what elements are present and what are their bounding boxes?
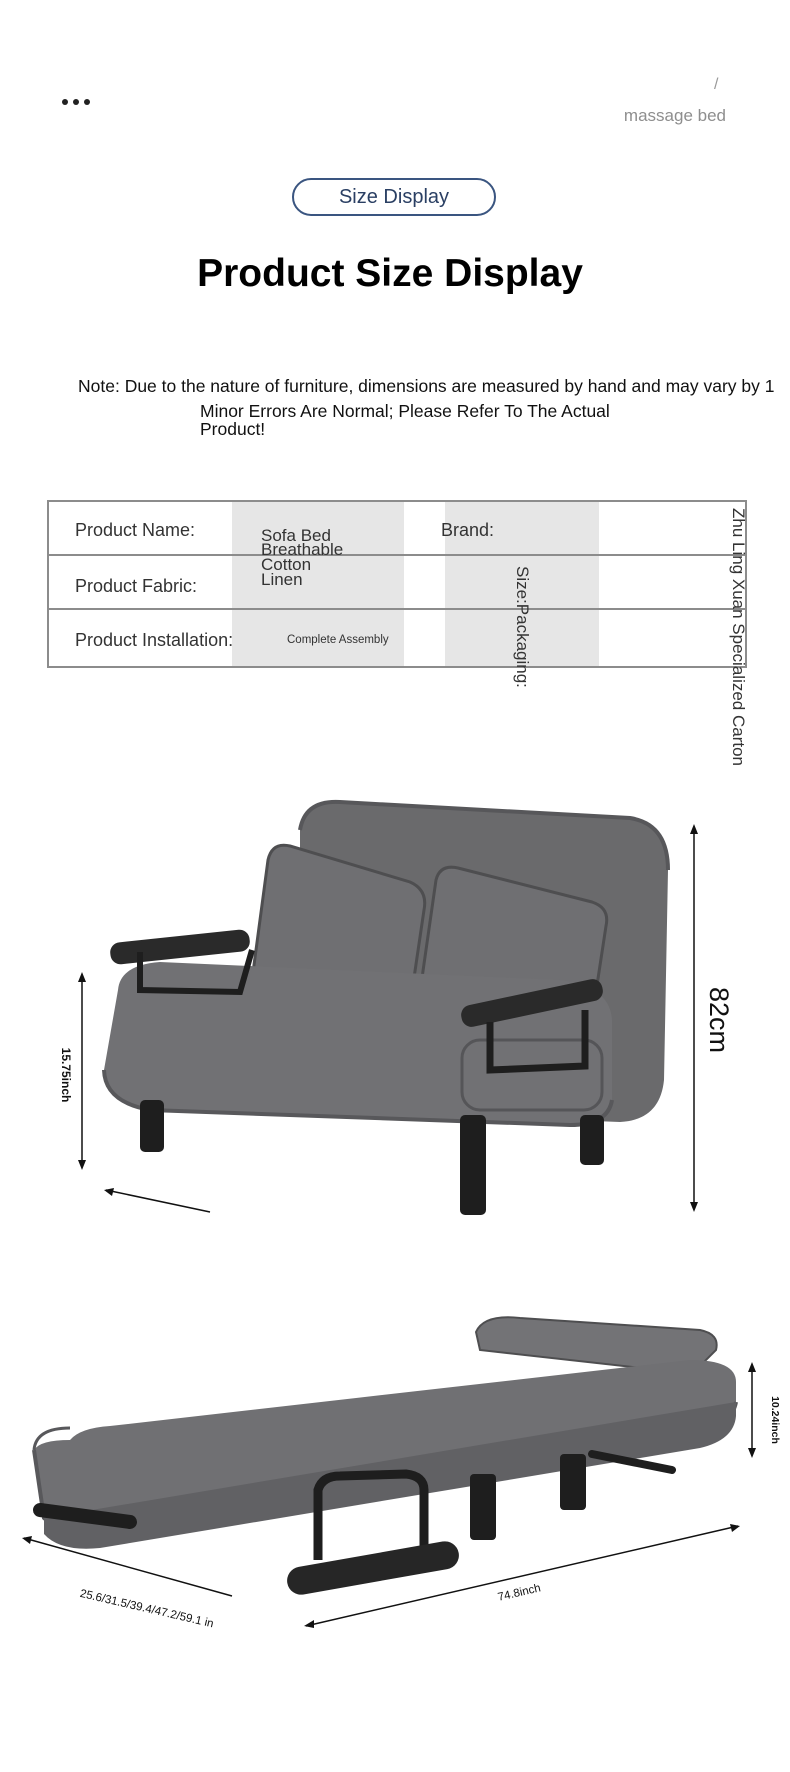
header-slash: / <box>714 76 719 93</box>
product-installation-label: Product Installation: <box>75 630 234 650</box>
sofa-seat-height-label: 15.75inch <box>59 1047 73 1103</box>
product-fabric-value: Breathable Cotton Linen <box>261 540 344 589</box>
bed-length-label: 74.8inch <box>496 1582 542 1604</box>
note-subtext: Minor Errors Are Normal; Please Refer To The Actual Product! <box>200 401 610 439</box>
bed-illustration <box>0 1290 790 1670</box>
brand-value: Zhu Ling Xuan Specialized Carton <box>729 508 748 766</box>
size-packaging-label: Size:Packaging: <box>513 566 532 688</box>
product-name-label: Product Name: <box>75 520 196 540</box>
bed-height-label: 10.24inch <box>769 1396 781 1444</box>
note-text: Note: Due to the nature of furniture, dimensions are measured by hand and may vary by 1 <box>78 376 775 396</box>
sofa-illustration <box>0 780 790 1215</box>
bed-width-label: 25.6/31.5/39.4/47.2/59.1 in <box>78 1587 215 1631</box>
product-installation-value: Complete Assembly <box>287 634 389 646</box>
header-tag: massage bed <box>623 106 726 125</box>
sofa-height-label: 82cm <box>704 986 734 1054</box>
product-fabric-label: Product Fabric: <box>75 576 198 596</box>
size-display-pill: Size Display <box>292 178 496 216</box>
brand-label: Brand: <box>441 520 495 540</box>
more-icon[interactable] <box>62 94 92 110</box>
product-info-table <box>47 500 747 668</box>
product-name-value: Sofa Bed <box>261 526 331 545</box>
page-title: Product Size Display <box>197 252 583 295</box>
